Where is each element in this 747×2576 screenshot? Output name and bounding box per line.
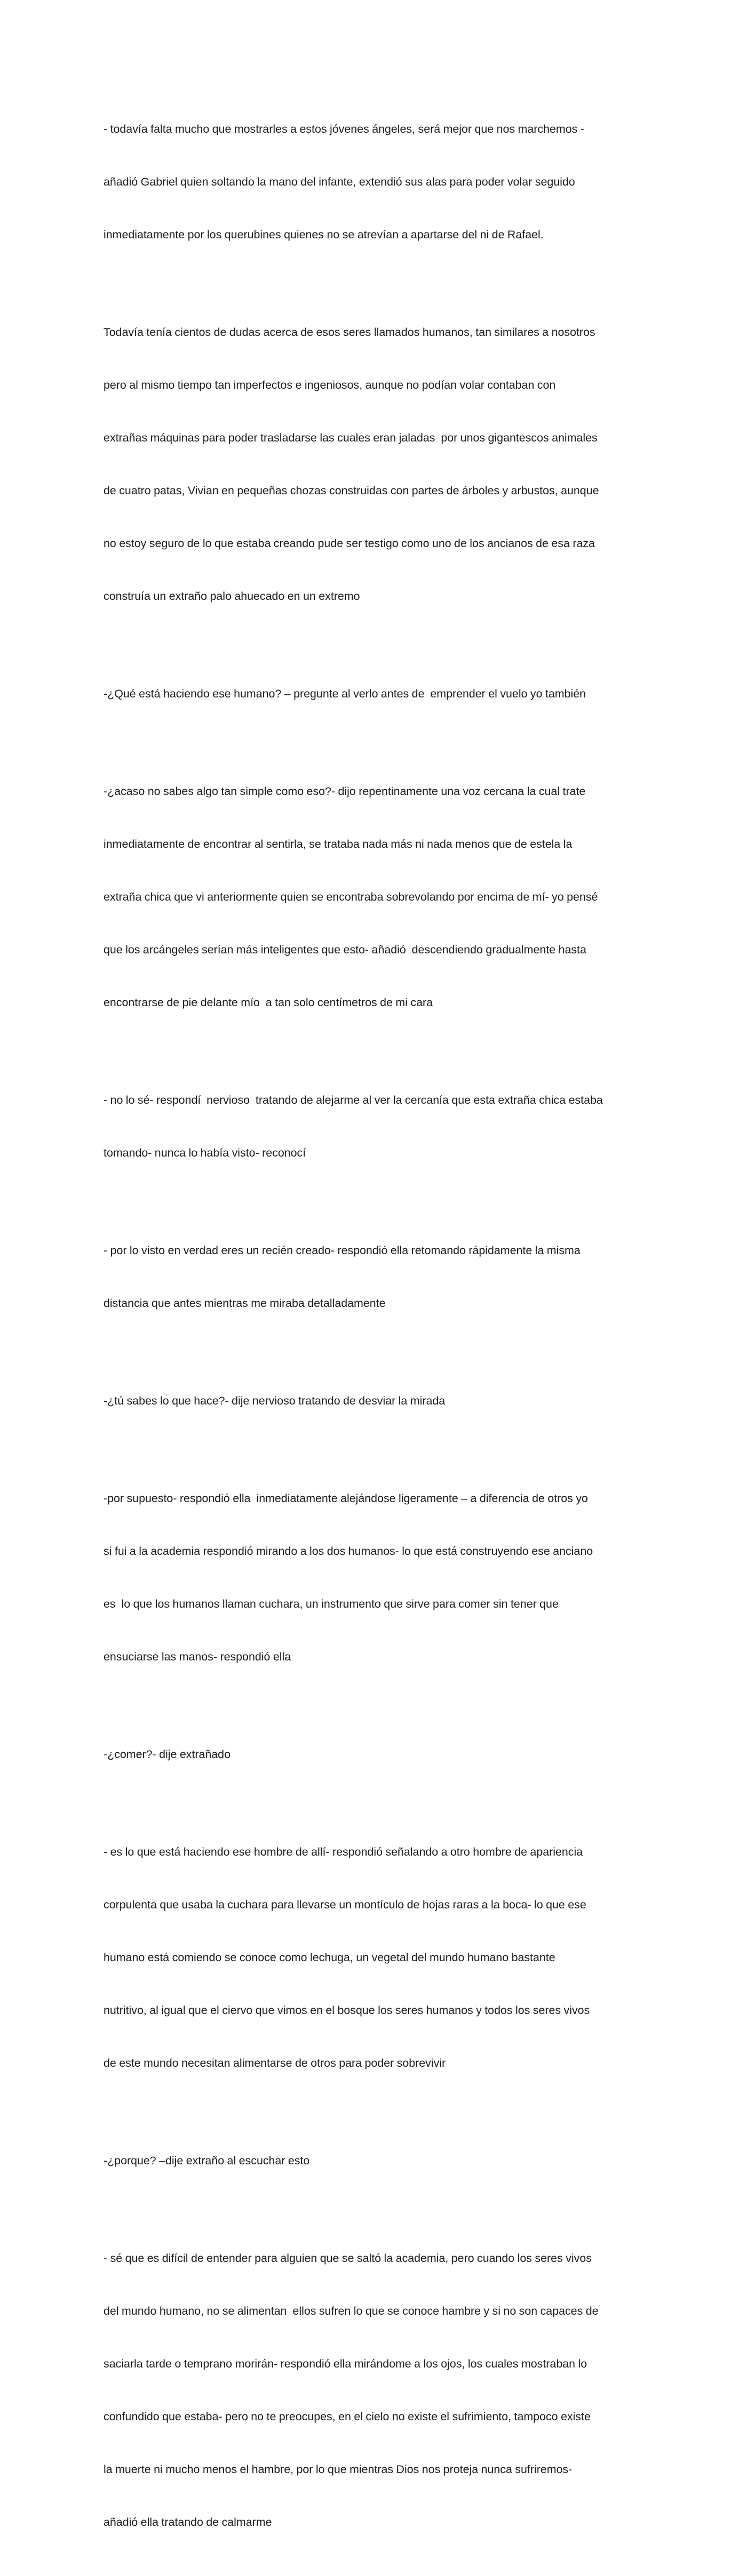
paragraph-11 xyxy=(104,2117,648,2205)
text-line: de cuatro patas, Vivian en pequeñas chozas construidas con partes de árboles y arbustos, aunque xyxy=(104,484,599,497)
text-line: ensuciarse las manos- respondió ella xyxy=(104,1650,291,1663)
text-line: añadió Gabriel quien soltando la mano del infante, extendió sus alas para poder volar seguido xyxy=(104,175,575,188)
paragraph-1 xyxy=(104,85,648,279)
paragraph-5 xyxy=(104,1056,648,1197)
text-line: -¿Qué está haciendo ese humano? – pregunte al verlo antes de emprender el vuelo yo también xyxy=(104,687,586,700)
text-line: inmediatamente por los querubines quienes no se atrevían a apartarse del ni de Rafael. xyxy=(104,228,544,241)
paragraph-3 xyxy=(104,650,648,738)
text-line: la muerte ni mucho menos el hambre, por lo que mientras Dios nos proteja nunca sufriremos- xyxy=(104,2463,573,2476)
text-line: -¿acaso no sabes algo tan simple como eso?- dijo repentinamente una voz cercana la cual trate xyxy=(104,785,586,798)
text-line: humano está comiendo se conoce como lechuga, un vegetal del mundo humano bastante xyxy=(104,1951,555,1964)
document-body xyxy=(104,85,648,2576)
text-line: pero al mismo tiempo tan imperfectos e ingeniosos, aunque no podían volar contaban con xyxy=(104,379,556,391)
text-line: - sé que es difícil de entender para alguien que se saltó la academia, pero cuando los seres vivos xyxy=(104,2252,592,2265)
text-line: -por supuesto- respondió ella inmediatamente alejándose ligeramente – a diferencia de otros yo xyxy=(104,1492,588,1505)
paragraph-2 xyxy=(104,288,648,640)
paragraph-4 xyxy=(104,748,648,1047)
text-line: añadió ella tratando de calmarme xyxy=(104,2516,272,2529)
text-line: corpulenta que usaba la cuchara para llevarse un montículo de hojas raras a la boca- lo que ese xyxy=(104,1898,586,1911)
text-line: - es lo que está haciendo ese hombre de allí- respondió señalando a otro hombre de apariencia xyxy=(104,1845,583,1858)
text-line: del mundo humano, no se alimentan ellos sufren lo que se conoce hambre y si no son capaces de xyxy=(104,2305,599,2317)
text-line: no estoy seguro de lo que estaba creando pude ser testigo como uno de los ancianos de esa raza xyxy=(104,537,595,550)
text-line: construía un extraño palo ahuecado en un extremo xyxy=(104,590,360,603)
text-line: -¿comer?- dije extrañado xyxy=(104,1748,231,1761)
text-line: saciarla tarde o temprano morirán- respondió ella mirándome a los ojos, los cuales mostraban lo xyxy=(104,2357,587,2370)
text-line: que los arcángeles serían más inteligentes que esto- añadió descendiendo gradualmente hasta xyxy=(104,943,586,956)
text-line: Todavía tenía cientos de dudas acerca de esos seres llamados humanos, tan similares a nosotros xyxy=(104,326,595,339)
text-line: tomando- nunca lo había visto- reconocí xyxy=(104,1146,306,1159)
paragraph-6 xyxy=(104,1207,648,1347)
text-line: - por lo visto en verdad eres un recién creado- respondió ella retomando rápidamente la misma xyxy=(104,1244,581,1257)
text-line: de este mundo necesitan alimentarse de otros para poder sobrevivir xyxy=(104,2057,446,2069)
text-line: -¿porque? –dije extraño al escuchar esto xyxy=(104,2154,310,2167)
text-line: - no lo sé- respondí nervioso tratando de alejarme al ver la cercanía que esta extraña chica estaba xyxy=(104,1094,603,1106)
paragraph-12 xyxy=(104,2214,648,2566)
text-line: encontrarse de pie delante mío a tan solo centímetros de mi cara xyxy=(104,996,433,1009)
text-line: es lo que los humanos llaman cuchara, un instrumento que sirve para comer sin tener que xyxy=(104,1598,559,1610)
paragraph-8 xyxy=(104,1455,648,1701)
paragraph-10 xyxy=(104,1808,648,2107)
text-line: si fui a la academia respondió mirando a los dos humanos- lo que está construyendo ese anciano xyxy=(104,1545,593,1558)
paragraph-9 xyxy=(104,1711,648,1799)
text-line: confundido que estaba- pero no te preocupes, en el cielo no existe el sufrimiento, tampoco existe xyxy=(104,2410,591,2423)
text-line: extraña chica que vi anteriormente quien se encontraba sobrevolando por encima de mí- yo pensé xyxy=(104,890,598,903)
text-line: extrañas máquinas para poder trasladarse las cuales eran jaladas por unos gigantescos animales xyxy=(104,431,598,444)
text-line: inmediatamente de encontrar al sentirla, se trataba nada más ni nada menos que de estela la xyxy=(104,838,573,850)
text-line: distancia que antes mientras me miraba detalladamente xyxy=(104,1297,386,1310)
paragraph-7 xyxy=(104,1357,648,1445)
text-line: -¿tú sabes lo que hace?- dije nervioso tratando de desviar la mirada xyxy=(104,1394,446,1407)
text-line: - todavía falta mucho que mostrarles a estos jóvenes ángeles, será mejor que nos marchemos - xyxy=(104,123,584,135)
text-line: nutritivo, al igual que el ciervo que vimos en el bosque los seres humanos y todos los seres vivos xyxy=(104,2004,590,2017)
